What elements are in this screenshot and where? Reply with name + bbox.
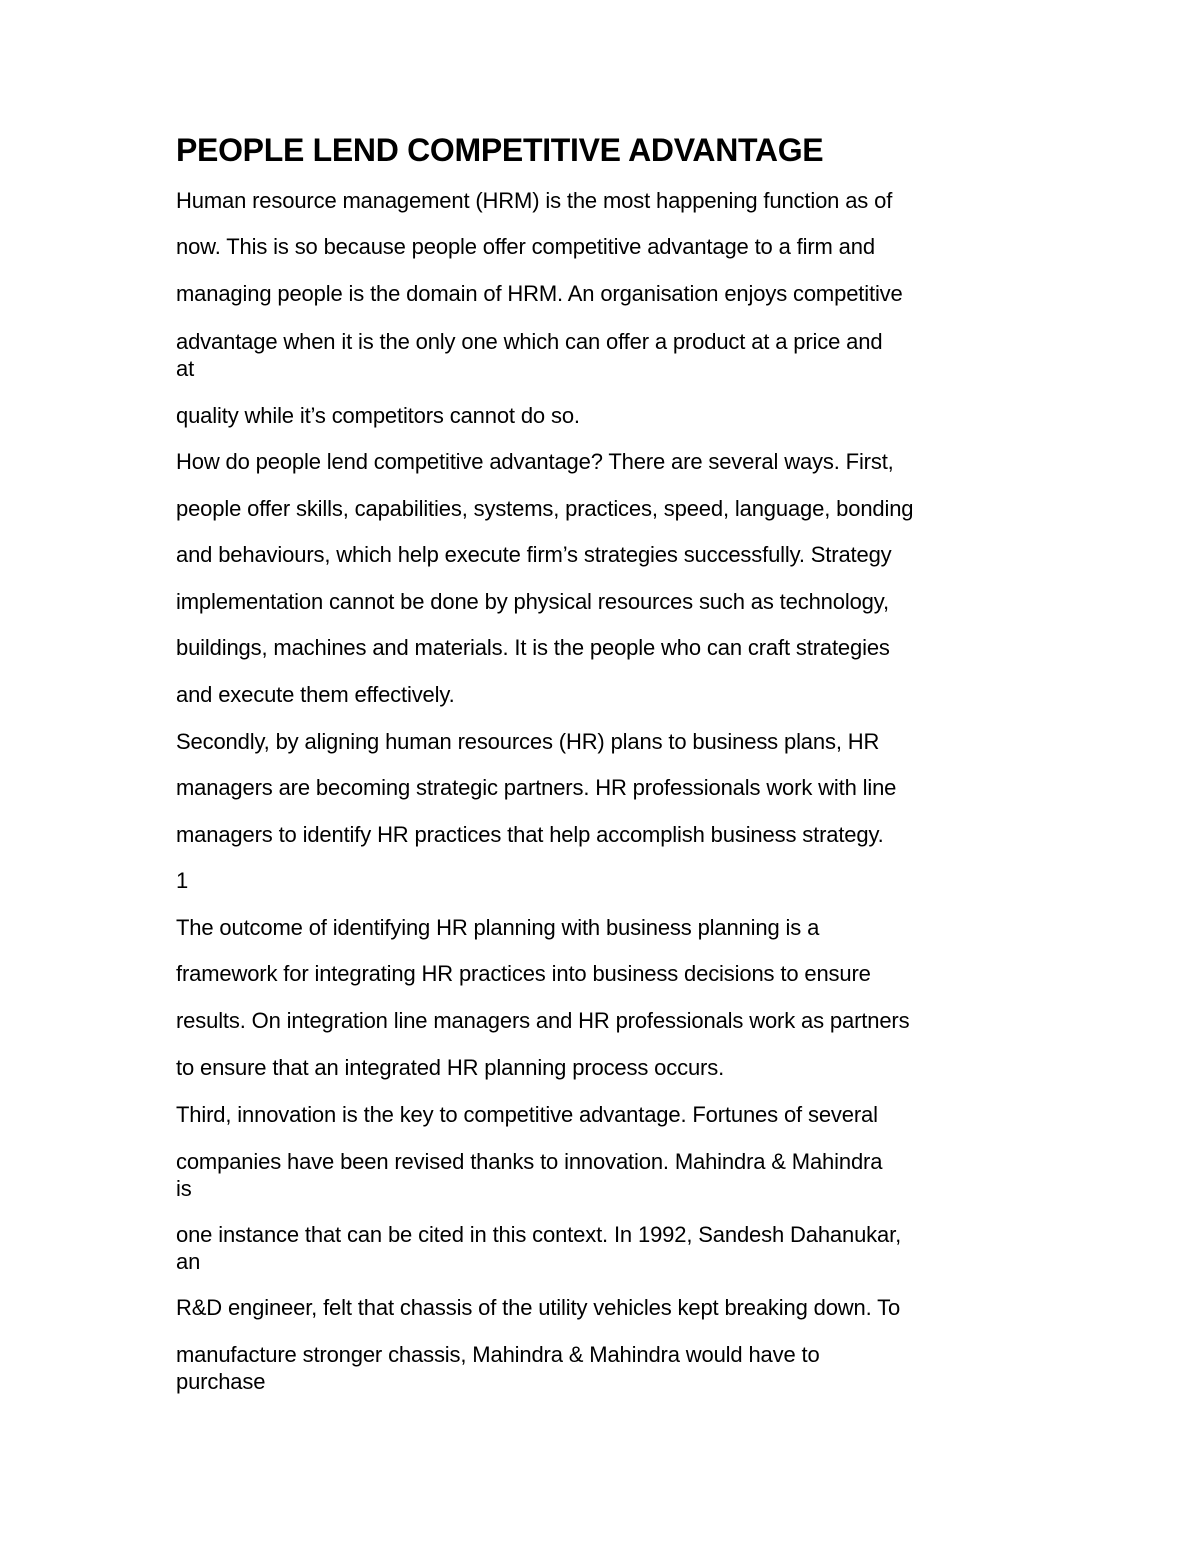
paragraph-line: framework for integrating HR practices into business decisions to ensure bbox=[176, 961, 871, 986]
paragraph-line: purchase bbox=[176, 1369, 266, 1394]
paragraph-line: one instance that can be cited in this context. In 1992, Sandesh Dahanukar, bbox=[176, 1222, 902, 1247]
paragraph-line: is bbox=[176, 1176, 192, 1201]
paragraph-line: R&D engineer, felt that chassis of the utility vehicles kept breaking down. To bbox=[176, 1295, 901, 1320]
paragraph-line: now. This is so because people offer competitive advantage to a firm and bbox=[176, 234, 875, 259]
paragraph-line: managers are becoming strategic partners. HR professionals work with line bbox=[176, 775, 897, 800]
paragraph-line: managers to identify HR practices that help accomplish business strategy. bbox=[176, 822, 884, 847]
paragraph-line: Third, innovation is the key to competitive advantage. Fortunes of several bbox=[176, 1102, 878, 1127]
paragraph-line: The outcome of identifying HR planning with business planning is a bbox=[176, 915, 820, 940]
paragraph-line: manufacture stronger chassis, Mahindra & Mahindra would have to bbox=[176, 1342, 820, 1367]
paragraph-line: Secondly, by aligning human resources (HR) plans to business plans, HR bbox=[176, 729, 880, 754]
paragraph-line: at bbox=[176, 356, 195, 381]
paragraph-line: managing people is the domain of HRM. An organisation enjoys competitive bbox=[176, 281, 903, 306]
document-title: PEOPLE LEND COMPETITIVE ADVANTAGE bbox=[176, 132, 824, 168]
paragraph-line: companies have been revised thanks to innovation. Mahindra & Mahindra bbox=[176, 1149, 883, 1174]
paragraph-line: advantage when it is the only one which can offer a product at a price and bbox=[176, 329, 883, 354]
paragraph-line: and execute them effectively. bbox=[176, 682, 455, 707]
paragraph-line: implementation cannot be done by physical resources such as technology, bbox=[176, 589, 889, 614]
paragraph-line: to ensure that an integrated HR planning process occurs. bbox=[176, 1055, 725, 1080]
paragraph-line: results. On integration line managers and HR professionals work as partners bbox=[176, 1008, 910, 1033]
paragraph-line: an bbox=[176, 1249, 201, 1274]
paragraph-line: quality while it’s competitors cannot do so. bbox=[176, 403, 580, 428]
paragraph-line: people offer skills, capabilities, systems, practices, speed, language, bonding bbox=[176, 496, 914, 521]
paragraph-line: and behaviours, which help execute firm’s strategies successfully. Strategy bbox=[176, 542, 892, 567]
paragraph-line: Human resource management (HRM) is the most happening function as of bbox=[176, 188, 893, 213]
paragraph-line: How do people lend competitive advantage? There are several ways. First, bbox=[176, 449, 894, 474]
page-number: 1 bbox=[176, 868, 189, 893]
paragraph-line: buildings, machines and materials. It is the people who can craft strategies bbox=[176, 635, 890, 660]
